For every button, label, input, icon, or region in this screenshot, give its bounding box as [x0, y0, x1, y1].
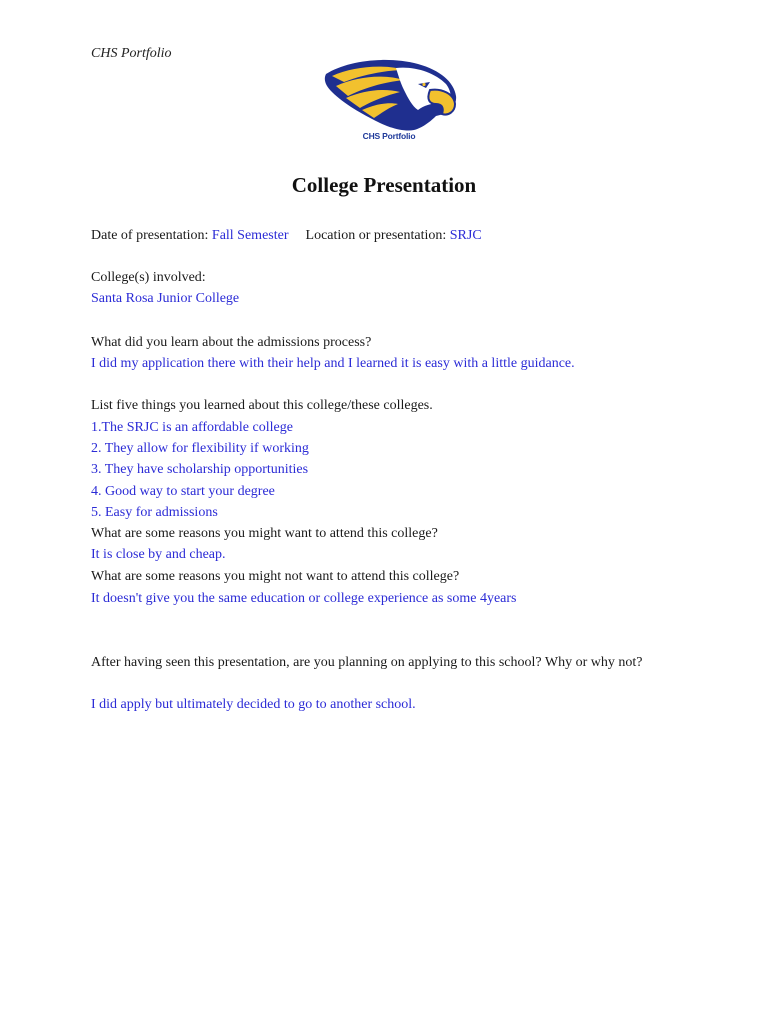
date-value: Fall Semester	[211, 228, 289, 243]
admissions-question: What did you learn about the admissions process?	[91, 335, 372, 350]
five-things-question: List five things you learned about this college/these colleges.	[91, 398, 433, 413]
colleges-label: College(s) involved:	[91, 270, 206, 285]
list-item: 4. Good way to start your degree	[91, 484, 275, 499]
reasons-not-answer: It doesn't give you the same education or college experience as some 4years	[91, 591, 517, 606]
page-title: College Presentation	[291, 173, 477, 197]
logo-caption: CHS Portfolio	[362, 131, 416, 141]
header-portfolio-label: CHS Portfolio	[91, 46, 172, 61]
admissions-answer: I did my application there with their help and I learned it is easy with a little guidance.	[91, 356, 575, 371]
location-label: Location or presentation:	[305, 228, 447, 243]
reasons-attend-question: What are some reasons you might want to attend this college?	[91, 526, 438, 541]
list-item: 5. Easy for admissions	[91, 505, 218, 520]
date-label: Date of presentation:	[91, 228, 209, 243]
list-item: 1.The SRJC is an affordable college	[91, 420, 293, 435]
date-location-row	[91, 227, 482, 245]
planning-answer: I did apply but ultimately decided to go to another school.	[91, 697, 416, 712]
colleges-value: Santa Rosa Junior College	[91, 291, 240, 306]
reasons-not-question: What are some reasons you might not want to attend this college?	[91, 569, 460, 584]
list-item: 2. They allow for flexibility if working	[91, 441, 309, 456]
reasons-attend-answer: It is close by and cheap.	[91, 547, 226, 562]
location-value: SRJC	[449, 228, 482, 243]
list-item: 3. They have scholarship opportunities	[91, 462, 309, 477]
planning-question: After having seen this presentation, are you planning on applying to this school? Why or why not?	[91, 655, 643, 670]
